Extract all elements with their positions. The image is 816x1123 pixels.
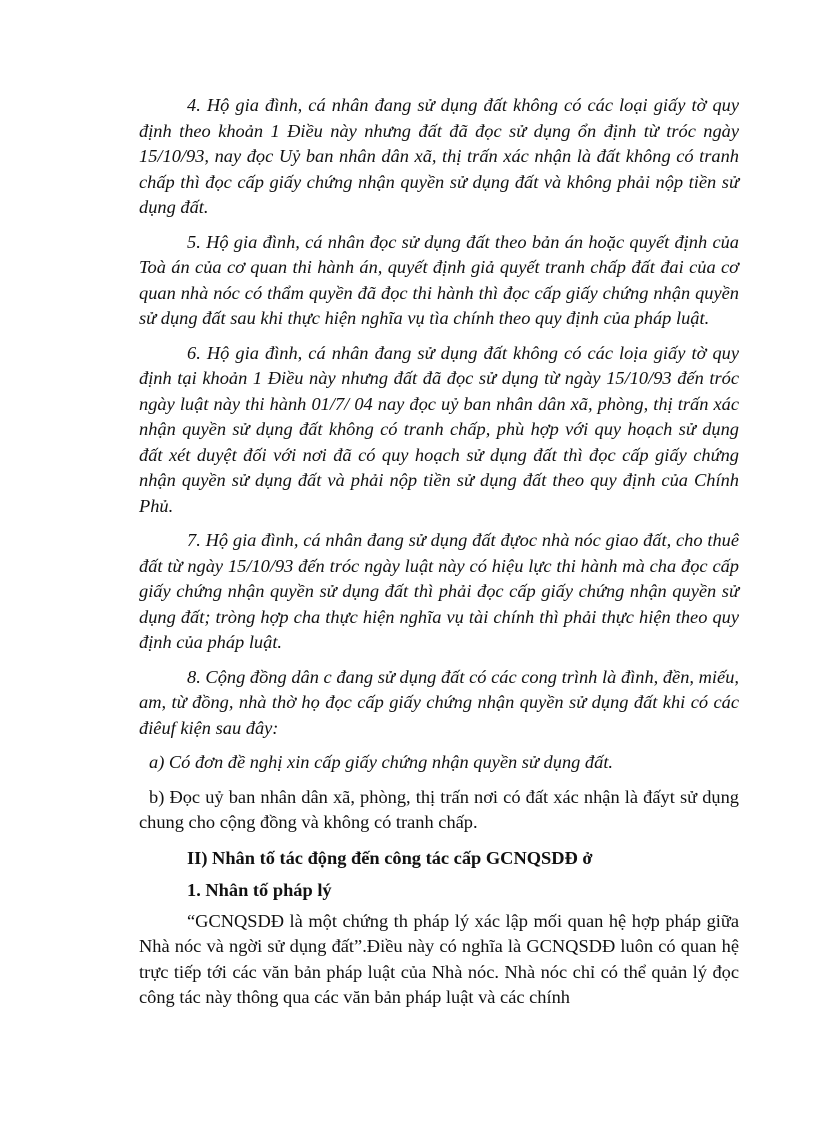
paragraph-6: 6. Hộ gia đình, cá nhân đang sử dụng đất không có các loịa giấy tờ quy định tại khoản 1 Điều này nhưng đất đã đọc sử dụng từ ngày 15/10/93 đến tróc ngày luật này thi hành 01/7/ 04 nay đọc uỷ ban nhân dân xã, phòng, thị trấn xác nhận quyền sử dụng đất không có tranh chấp, phù hợp với quy hoạch sử dụng đất xét duyệt đối với nơi đã có quy hoạch sử dụng đất thì đọc cấp giấy chứng nhận quyền sử dụng đất và phải nộp tiền sử dụng đất theo quy định của Chính Phủ. [139, 342, 739, 516]
paragraph-8b: b) Đọc uỷ ban nhân dân xã, phòng, thị trấn nơi có đất xác nhận là đấyt sử dụng chung cho cộng đồng và không có tranh chấp. [139, 786, 739, 832]
page-content [139, 93, 739, 1020]
paragraph-legal-factor: “GCNQSDĐ là một chứng th pháp lý xác lập mối quan hệ hợp pháp giữa Nhà nóc và ngời sử dụng đất”.Điều này có nghĩa là GCNQSDĐ luôn có quan hệ trực tiếp tới các văn bản pháp luật của Nhà nóc. Nhà nóc chỉ có thể quản lý đọc công tác này thông qua các văn bản pháp luật và các chính [139, 910, 739, 1007]
paragraph-7: 7. Hộ gia đình, cá nhân đang sử dụng đất đựoc nhà nóc giao đất, cho thuê đất từ ngày 15/10/93 đến tróc ngày luật này có hiệu lực thi hành mà cha đọc cấp giấy chứng nhận quyền sử dụng đất thì phải đọc cấp giấy chứng nhận quyền sử dụng đất; tròng hợp cha thực hiện nghĩa vụ tài chính thì phải thực hiện theo quy định của pháp luật. [139, 530, 739, 652]
paragraph-8a: a) Có đơn đề nghị xin cấp giấy chứng nhận quyền sử dụng đất. [149, 752, 614, 772]
paragraph-4: 4. Hộ gia đình, cá nhân đang sử dụng đất không có các loại giấy tờ quy định theo khoản 1 Điều này nhưng đất đã đọc sử dụng ổn định từ tróc ngày 15/10/93, nay đọc Uỷ ban nhân dân xã, thị trấn xác nhận là đất không có tranh chấp thì đọc cấp giấy chứng nhận quyền sử dụng đất và không phải nộp tiền sử dụng đất. [139, 95, 739, 217]
paragraph-8: 8. Cộng đồng dân c đang sử dụng đất có các cong trình là đình, đền, miếu, am, từ đồng, nhà thờ họ đọc cấp giấy chứng nhận quyền sử dụng đất khi có các điêuf kiện sau đây: [139, 666, 739, 738]
paragraph-5: 5. Hộ gia đình, cá nhân đọc sử dụng đất theo bản án hoặc quyết định của Toà án của cơ quan thi hành án, quyết định giả quyết tranh chấp đất đai của cơ quan nhà nóc có thẩm quyền đã đọc thi hành thì đọc cấp giấy chứng nhận quyền sử dụng đất sau khi thực hiện nghĩa vụ tìa chính theo quy định của pháp luật. [139, 231, 739, 328]
section-heading-ii: II) Nhân tố tác động đến công tác cấp GCNQSDĐ ở [187, 847, 593, 868]
subsection-heading-1: 1. Nhân tố pháp lý [187, 879, 332, 900]
